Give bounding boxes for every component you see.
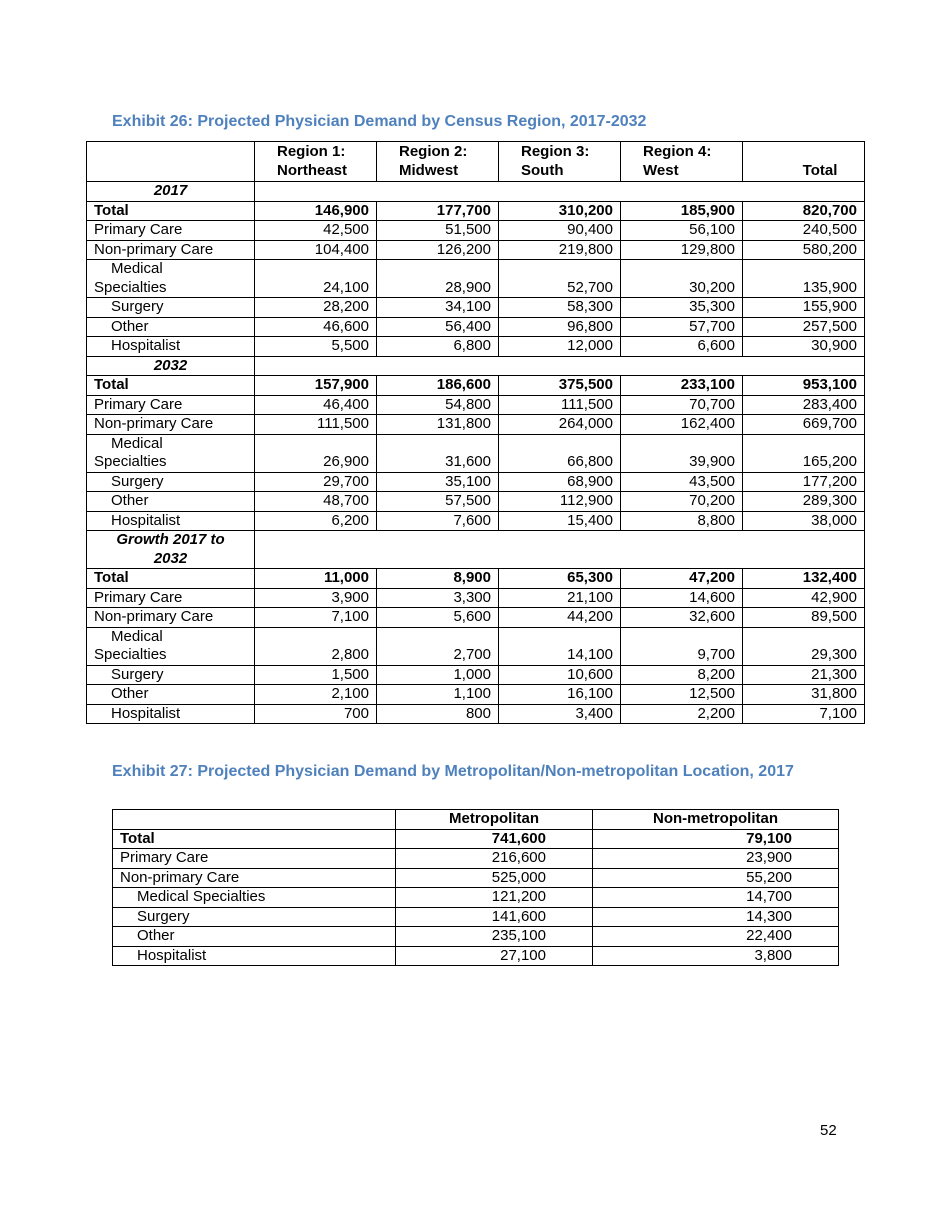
value-cell: 32,600: [621, 608, 743, 628]
value-cell: 57,700: [621, 317, 743, 337]
table-row: [87, 685, 865, 705]
value-cell: 55,200: [593, 868, 839, 888]
value-cell: 8,200: [621, 665, 743, 685]
value-cell: 257,500: [743, 317, 865, 337]
table-row: [87, 415, 865, 435]
value-cell: 129,800: [621, 240, 743, 260]
value-cell: 51,500: [377, 221, 499, 241]
value-cell: 3,800: [593, 946, 839, 966]
table-row: [87, 627, 865, 665]
value-cell: 42,500: [255, 221, 377, 241]
value-cell: 65,300: [499, 569, 621, 589]
section-blank-cell: [255, 356, 865, 376]
row-label: Primary Care: [87, 588, 255, 608]
value-cell: 953,100: [743, 376, 865, 396]
value-cell: 12,000: [499, 337, 621, 357]
value-cell: 7,600: [377, 511, 499, 531]
value-cell: 126,200: [377, 240, 499, 260]
table-row: [113, 849, 839, 869]
table-row: [113, 888, 839, 908]
value-cell: 46,400: [255, 395, 377, 415]
value-cell: 21,100: [499, 588, 621, 608]
value-cell: 185,900: [621, 201, 743, 221]
blank-header-cell: [87, 142, 255, 182]
column-header-non-metropolitan: Non-metropolitan: [593, 810, 839, 830]
row-label: Medical Specialties: [87, 434, 255, 472]
blank-header-cell: [113, 810, 396, 830]
value-cell: 70,700: [621, 395, 743, 415]
value-cell: 135,900: [743, 260, 865, 298]
value-cell: 30,200: [621, 260, 743, 298]
row-label: Total: [87, 569, 255, 589]
value-cell: 48,700: [255, 492, 377, 512]
table-row: [87, 317, 865, 337]
table-row: [113, 829, 839, 849]
exhibit-26-table: [86, 141, 865, 724]
value-cell: 21,300: [743, 665, 865, 685]
section-row: [87, 182, 865, 202]
value-cell: 580,200: [743, 240, 865, 260]
value-cell: 141,600: [396, 907, 593, 927]
value-cell: 8,900: [377, 569, 499, 589]
value-cell: 3,300: [377, 588, 499, 608]
value-cell: 14,300: [593, 907, 839, 927]
row-label: Medical Specialties: [87, 627, 255, 665]
value-cell: 10,600: [499, 665, 621, 685]
row-label: Medical Specialties: [87, 260, 255, 298]
value-cell: 800: [377, 704, 499, 724]
column-header-region-3: Region 3: South: [499, 142, 621, 182]
value-cell: 28,900: [377, 260, 499, 298]
table-row: [87, 472, 865, 492]
value-cell: 289,300: [743, 492, 865, 512]
table-row: [87, 665, 865, 685]
value-cell: 525,000: [396, 868, 593, 888]
value-cell: 66,800: [499, 434, 621, 472]
value-cell: 96,800: [499, 317, 621, 337]
value-cell: 6,600: [621, 337, 743, 357]
value-cell: 165,200: [743, 434, 865, 472]
row-label: Primary Care: [113, 849, 396, 869]
value-cell: 111,500: [499, 395, 621, 415]
table-row: [113, 907, 839, 927]
row-label: Medical Specialties: [113, 888, 396, 908]
value-cell: 5,500: [255, 337, 377, 357]
value-cell: 9,700: [621, 627, 743, 665]
value-cell: 219,800: [499, 240, 621, 260]
value-cell: 52,700: [499, 260, 621, 298]
value-cell: 14,600: [621, 588, 743, 608]
value-cell: 47,200: [621, 569, 743, 589]
row-label: Hospitalist: [87, 337, 255, 357]
section-row: [87, 356, 865, 376]
value-cell: 35,300: [621, 298, 743, 318]
value-cell: 233,100: [621, 376, 743, 396]
value-cell: 235,100: [396, 927, 593, 947]
table-row: [87, 511, 865, 531]
table-row: [87, 395, 865, 415]
exhibit-27-title: Exhibit 27: Projected Physician Demand by Metropolitan/Non-metropolitan Location, 2017: [112, 763, 794, 780]
value-cell: 1,100: [377, 685, 499, 705]
row-label: Non-primary Care: [87, 608, 255, 628]
value-cell: 112,900: [499, 492, 621, 512]
row-label: Surgery: [87, 472, 255, 492]
value-cell: 8,800: [621, 511, 743, 531]
value-cell: 28,200: [255, 298, 377, 318]
value-cell: 68,900: [499, 472, 621, 492]
table-row: [87, 704, 865, 724]
value-cell: 30,900: [743, 337, 865, 357]
row-label: Other: [113, 927, 396, 947]
row-label: Other: [87, 685, 255, 705]
value-cell: 7,100: [743, 704, 865, 724]
value-cell: 16,100: [499, 685, 621, 705]
page-number: 52: [820, 1122, 837, 1139]
value-cell: 375,500: [499, 376, 621, 396]
table-row: [87, 298, 865, 318]
table-row: [113, 868, 839, 888]
value-cell: 54,800: [377, 395, 499, 415]
row-label: Other: [87, 492, 255, 512]
value-cell: 44,200: [499, 608, 621, 628]
value-cell: 11,000: [255, 569, 377, 589]
value-cell: 2,700: [377, 627, 499, 665]
value-cell: 283,400: [743, 395, 865, 415]
value-cell: 46,600: [255, 317, 377, 337]
table-row: [87, 201, 865, 221]
value-cell: 186,600: [377, 376, 499, 396]
row-label: Surgery: [87, 298, 255, 318]
value-cell: 1,000: [377, 665, 499, 685]
section-blank-cell: [255, 531, 865, 569]
row-label: Surgery: [87, 665, 255, 685]
section-row: [87, 531, 865, 569]
value-cell: 24,100: [255, 260, 377, 298]
value-cell: 56,400: [377, 317, 499, 337]
row-label: Hospitalist: [87, 511, 255, 531]
value-cell: 2,100: [255, 685, 377, 705]
value-cell: 157,900: [255, 376, 377, 396]
value-cell: 669,700: [743, 415, 865, 435]
value-cell: 264,000: [499, 415, 621, 435]
value-cell: 3,400: [499, 704, 621, 724]
value-cell: 29,700: [255, 472, 377, 492]
table-row: [113, 946, 839, 966]
value-cell: 162,400: [621, 415, 743, 435]
column-header-total: Total: [743, 142, 865, 182]
value-cell: 111,500: [255, 415, 377, 435]
table-row: [87, 221, 865, 241]
row-label: Other: [87, 317, 255, 337]
value-cell: 146,900: [255, 201, 377, 221]
value-cell: 131,800: [377, 415, 499, 435]
table-row: [87, 434, 865, 472]
value-cell: 2,800: [255, 627, 377, 665]
value-cell: 216,600: [396, 849, 593, 869]
table-row: [87, 608, 865, 628]
value-cell: 155,900: [743, 298, 865, 318]
value-cell: 35,100: [377, 472, 499, 492]
section-label: 2017: [87, 182, 255, 202]
column-header-region-1: Region 1: Northeast: [255, 142, 377, 182]
value-cell: 820,700: [743, 201, 865, 221]
value-cell: 104,400: [255, 240, 377, 260]
value-cell: 89,500: [743, 608, 865, 628]
section-label: 2032: [87, 356, 255, 376]
value-cell: 42,900: [743, 588, 865, 608]
table-row: [87, 260, 865, 298]
value-cell: 79,100: [593, 829, 839, 849]
value-cell: 23,900: [593, 849, 839, 869]
column-header-region-2: Region 2: Midwest: [377, 142, 499, 182]
table-row: [87, 337, 865, 357]
row-label: Non-primary Care: [87, 240, 255, 260]
value-cell: 6,800: [377, 337, 499, 357]
value-cell: 5,600: [377, 608, 499, 628]
value-cell: 57,500: [377, 492, 499, 512]
value-cell: 177,700: [377, 201, 499, 221]
value-cell: 741,600: [396, 829, 593, 849]
table-row: [87, 492, 865, 512]
row-label: Non-primary Care: [87, 415, 255, 435]
value-cell: 121,200: [396, 888, 593, 908]
table-row: [113, 927, 839, 947]
value-cell: 31,800: [743, 685, 865, 705]
value-cell: 177,200: [743, 472, 865, 492]
table-row: [87, 240, 865, 260]
value-cell: 12,500: [621, 685, 743, 705]
table-row: [87, 588, 865, 608]
value-cell: 27,100: [396, 946, 593, 966]
value-cell: 132,400: [743, 569, 865, 589]
section-label: Growth 2017 to 2032: [87, 531, 255, 569]
value-cell: 15,400: [499, 511, 621, 531]
value-cell: 56,100: [621, 221, 743, 241]
row-label: Primary Care: [87, 221, 255, 241]
value-cell: 2,200: [621, 704, 743, 724]
row-label: Surgery: [113, 907, 396, 927]
row-label: Hospitalist: [87, 704, 255, 724]
value-cell: 34,100: [377, 298, 499, 318]
value-cell: 700: [255, 704, 377, 724]
value-cell: 22,400: [593, 927, 839, 947]
exhibit-26-title: Exhibit 26: Projected Physician Demand by Census Region, 2017-2032: [112, 113, 647, 130]
section-blank-cell: [255, 182, 865, 202]
value-cell: 43,500: [621, 472, 743, 492]
value-cell: 90,400: [499, 221, 621, 241]
value-cell: 26,900: [255, 434, 377, 472]
row-label: Hospitalist: [113, 946, 396, 966]
value-cell: 31,600: [377, 434, 499, 472]
value-cell: 240,500: [743, 221, 865, 241]
value-cell: 6,200: [255, 511, 377, 531]
row-label: Total: [87, 201, 255, 221]
value-cell: 70,200: [621, 492, 743, 512]
value-cell: 14,100: [499, 627, 621, 665]
value-cell: 58,300: [499, 298, 621, 318]
value-cell: 29,300: [743, 627, 865, 665]
row-label: Non-primary Care: [113, 868, 396, 888]
exhibit-27-table: [112, 809, 839, 966]
value-cell: 39,900: [621, 434, 743, 472]
table-header-row: [87, 142, 865, 182]
value-cell: 1,500: [255, 665, 377, 685]
column-header-region-4: Region 4: West: [621, 142, 743, 182]
row-label: Total: [113, 829, 396, 849]
value-cell: 14,700: [593, 888, 839, 908]
table-row: [87, 569, 865, 589]
row-label: Total: [87, 376, 255, 396]
value-cell: 7,100: [255, 608, 377, 628]
value-cell: 3,900: [255, 588, 377, 608]
value-cell: 38,000: [743, 511, 865, 531]
table-row: [87, 376, 865, 396]
row-label: Primary Care: [87, 395, 255, 415]
table-header-row: [113, 810, 839, 830]
value-cell: 310,200: [499, 201, 621, 221]
column-header-metropolitan: Metropolitan: [396, 810, 593, 830]
